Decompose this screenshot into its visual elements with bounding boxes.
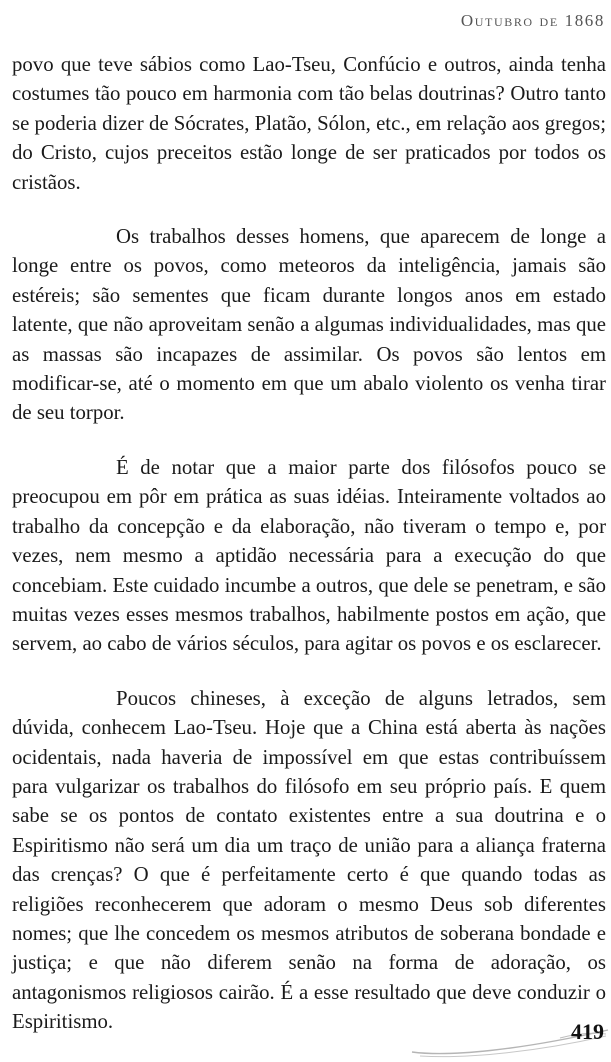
paragraph-continued: povo que teve sábios como Lao-Tseu, Confúcio e outros, ainda tenha costumes tão pouco em harmonia com tão belas doutrinas? Outro tanto se poderia dizer de Sócrates, Platão, Sólon, etc., em relação aos gregos; do Cristo, cujos preceitos estão longe de ser praticados por todos os cristãos. <box>12 53 606 194</box>
paragraph: Poucos chineses, à exceção de alguns letrados, sem dúvida, conhecem Lao-Tseu. Hoje que a China está aberta às nações ocidentais, nada haveria de impossível em que estas contribuíssem para vulgarizar os trabalhos do filósofo em seu próprio país. E quem sabe se os pontos de contato existentes entre a sua doutrina e o Espiritismo não será um dia um traço de união para a aliança fraterna das crenças? O que é perfeitamente certo é que quando todas as religiões reconhecerem que adoram o mesmo Deus sob diferentes nomes; que lhe concedem os mesmos atributos de soberana bondade e justiça; e que não diferem senão na forma de adoração, os antagonismos religiosos cairão. É a esse resultado que deve conduzir o Espiritismo. <box>12 686 606 1034</box>
page-body <box>12 50 606 1062</box>
running-header: Outubro de 1868 <box>460 11 605 30</box>
page-number: 419 <box>571 1019 604 1044</box>
paragraph: É de notar que a maior parte dos filósofos pouco se preocupou em pôr em prática as suas idéias. Inteiramente voltados ao trabalho da concepção e da elaboração, não tiveram o tempo e, por vezes, nem mesmo a aptidão necessária para a execução do que concebiam. Este cuidado incumbe a outros, que dele se penetram, e são muitas vezes esses mesmos trabalhos, habilmente postos em ação, que servem, ao cabo de vários séculos, para agitar os povos e os esclarecer. <box>12 455 606 656</box>
paragraph: Os trabalhos desses homens, que aparecem de longe a longe entre os povos, como meteoros da inteligência, jamais são estéreis; são sementes que ficam durante longos anos em estado latente, que não aproveitam senão a algumas individualidades, mas que as massas são incapazes de assimilar. Os povos são lentos em modificar-se, até o momento em que um abalo violento os venha tirar de seu torpor. <box>12 225 606 425</box>
